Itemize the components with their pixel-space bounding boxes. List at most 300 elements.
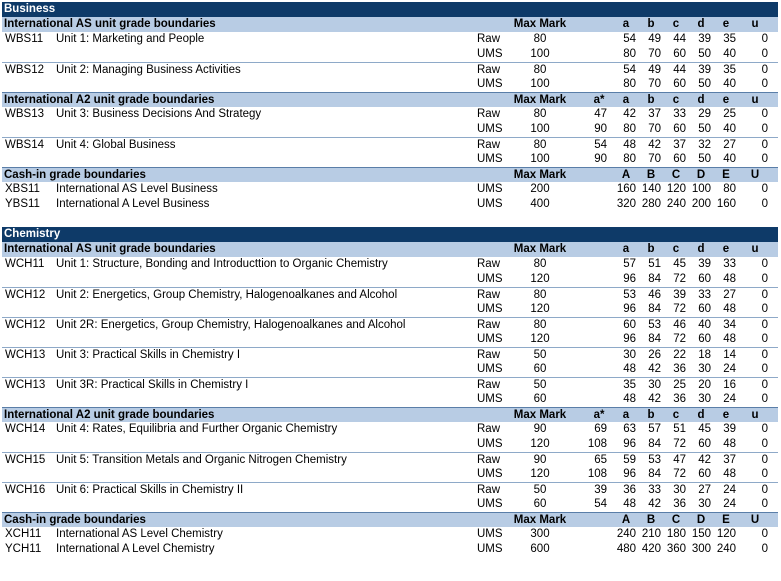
- section-header: [2, 167, 778, 182]
- table-row: [2, 287, 778, 302]
- max-mark: 50: [533, 484, 547, 496]
- unit-name: Unit 5: Transition Metals and Organic Nitrogen Chemistry: [56, 454, 347, 466]
- grade-column-header: E: [722, 169, 730, 181]
- grade-boundary-value: 30: [623, 349, 636, 361]
- grade-boundary-value: 30: [698, 363, 711, 375]
- grade-column-header: d: [697, 18, 705, 30]
- unit-name: Unit 1: Marketing and People: [56, 33, 205, 45]
- grade-column-header: D: [696, 169, 706, 181]
- grade-column-header: c: [672, 94, 680, 106]
- grade-boundary-value: 0: [761, 139, 768, 151]
- grade-boundary-value: 40: [723, 153, 736, 165]
- grade-boundary-value: 70: [648, 78, 661, 90]
- grade-boundary-value: 60: [698, 273, 711, 285]
- unit-code: WCH12: [5, 319, 46, 331]
- table-row: [2, 347, 778, 362]
- grade-boundary-value: 0: [761, 438, 768, 450]
- grade-boundary-value: 72: [673, 273, 686, 285]
- max-mark: 50: [533, 379, 547, 391]
- unit-name: Unit 2: Managing Business Activities: [56, 64, 241, 76]
- max-mark: 80: [533, 64, 547, 76]
- unit-code: WBS14: [5, 139, 44, 151]
- max-mark-header: Max Mark: [513, 409, 567, 421]
- max-mark: 120: [530, 333, 550, 345]
- mark-type: UMS: [477, 528, 503, 540]
- grade-column-header: e: [722, 94, 730, 106]
- grade-boundary-value: 24: [723, 484, 736, 496]
- subject-title: Chemistry: [4, 228, 61, 240]
- max-mark: 80: [533, 139, 547, 151]
- grade-boundary-value: 80: [623, 153, 636, 165]
- grade-column-header: a*: [593, 94, 605, 106]
- grade-boundary-value: 96: [623, 273, 636, 285]
- mark-type: UMS: [477, 198, 503, 210]
- mark-type: UMS: [477, 333, 503, 345]
- grade-boundary-value: 49: [648, 33, 661, 45]
- max-mark: 200: [530, 183, 550, 195]
- grade-column-header: u: [751, 243, 759, 255]
- grade-boundary-value: 27: [698, 484, 711, 496]
- grade-boundary-value: 22: [673, 349, 686, 361]
- grade-boundary-value: 35: [623, 379, 636, 391]
- grade-boundary-value: 47: [673, 454, 686, 466]
- grade-boundary-value: 90: [594, 123, 607, 135]
- grade-boundary-value: 120: [716, 528, 736, 540]
- mark-type: Raw: [477, 349, 501, 361]
- max-mark: 600: [530, 543, 550, 555]
- grade-boundary-value: 53: [648, 454, 661, 466]
- mark-type: Raw: [477, 108, 501, 120]
- grade-boundary-value: 48: [623, 393, 636, 405]
- grade-column-header: c: [672, 243, 680, 255]
- grade-boundary-value: 40: [698, 319, 711, 331]
- grade-boundary-value: 96: [623, 468, 636, 480]
- grade-boundary-value: 33: [723, 258, 736, 270]
- table-row: [2, 422, 778, 437]
- table-row: [2, 152, 778, 167]
- table-row: [2, 467, 778, 482]
- grade-boundary-value: 54: [594, 498, 607, 510]
- grade-boundary-value: 44: [673, 33, 686, 45]
- section-header: [2, 407, 778, 422]
- grade-boundary-value: 44: [673, 64, 686, 76]
- unit-name: Unit 3: Practical Skills in Chemistry I: [56, 349, 241, 361]
- unit-code: WCH14: [5, 423, 46, 435]
- max-mark: 120: [530, 468, 550, 480]
- table-row: [2, 437, 778, 452]
- unit-name: Unit 6: Practical Skills in Chemistry II: [56, 484, 244, 496]
- grade-column-header: u: [751, 94, 759, 106]
- table-row: [2, 272, 778, 287]
- grade-column-header: C: [671, 514, 681, 526]
- grade-column-header: d: [697, 94, 705, 106]
- grade-column-header: d: [697, 409, 705, 421]
- grade-boundary-value: 16: [723, 379, 736, 391]
- grade-boundary-value: 0: [761, 319, 768, 331]
- mark-type: Raw: [477, 484, 501, 496]
- grade-column-header: A: [621, 514, 631, 526]
- grade-boundary-value: 108: [587, 438, 607, 450]
- max-mark: 80: [533, 108, 547, 120]
- grade-boundary-value: 160: [716, 198, 736, 210]
- grade-boundary-value: 0: [761, 198, 768, 210]
- grade-column-header: B: [646, 169, 656, 181]
- grade-boundary-value: 0: [761, 393, 768, 405]
- grade-boundary-value: 48: [723, 438, 736, 450]
- grade-boundary-value: 0: [761, 498, 768, 510]
- table-row: [2, 317, 778, 332]
- max-mark-header: Max Mark: [513, 243, 567, 255]
- grade-boundary-value: 0: [761, 108, 768, 120]
- grade-boundary-value: 40: [723, 48, 736, 60]
- section-header: [2, 92, 778, 107]
- grade-boundary-value: 40: [723, 123, 736, 135]
- subject-header: [2, 227, 778, 242]
- grade-boundary-value: 80: [623, 48, 636, 60]
- grade-boundary-value: 54: [623, 33, 636, 45]
- grade-boundary-value: 39: [723, 423, 736, 435]
- grade-column-header: b: [647, 243, 655, 255]
- grade-column-header: u: [751, 18, 759, 30]
- grade-boundary-value: 48: [623, 498, 636, 510]
- grade-boundary-value: 60: [673, 153, 686, 165]
- grade-column-header: u: [751, 409, 759, 421]
- unit-name: Unit 4: Global Business: [56, 139, 176, 151]
- max-mark-header: Max Mark: [513, 169, 567, 181]
- table-row: [2, 47, 778, 62]
- table-row: [2, 122, 778, 137]
- unit-code: WBS11: [5, 33, 44, 45]
- grade-boundary-value: 84: [648, 333, 661, 345]
- table-row: [2, 392, 778, 407]
- grade-boundary-value: 0: [761, 78, 768, 90]
- grade-boundary-value: 0: [761, 33, 768, 45]
- section-heading: International AS unit grade boundaries: [4, 243, 216, 255]
- table-row: [2, 497, 778, 512]
- unit-code: WCH13: [5, 379, 46, 391]
- max-mark: 120: [530, 273, 550, 285]
- mark-type: UMS: [477, 393, 503, 405]
- qualification-name: International AS Level Chemistry: [56, 528, 223, 540]
- unit-name: Unit 4: Rates, Equilibria and Further Organic Chemistry: [56, 423, 338, 435]
- grade-boundary-value: 0: [761, 303, 768, 315]
- max-mark: 60: [533, 498, 547, 510]
- grade-boundary-value: 0: [761, 153, 768, 165]
- mark-type: Raw: [477, 139, 501, 151]
- grade-boundary-value: 57: [623, 258, 636, 270]
- grade-boundary-value: 0: [761, 528, 768, 540]
- grade-boundary-value: 60: [698, 468, 711, 480]
- unit-code: WCH16: [5, 484, 46, 496]
- grade-boundary-value: 18: [698, 349, 711, 361]
- grade-boundary-value: 0: [761, 349, 768, 361]
- grade-boundary-value: 0: [761, 423, 768, 435]
- mark-type: Raw: [477, 379, 501, 391]
- grade-boundary-value: 240: [716, 543, 736, 555]
- table-row: [2, 377, 778, 392]
- mark-type: UMS: [477, 123, 503, 135]
- mark-type: UMS: [477, 498, 503, 510]
- mark-type: Raw: [477, 33, 501, 45]
- grade-boundary-value: 180: [666, 528, 686, 540]
- grade-boundary-value: 84: [648, 273, 661, 285]
- grade-boundary-value: 39: [698, 33, 711, 45]
- mark-type: UMS: [477, 183, 503, 195]
- grade-boundary-value: 37: [673, 139, 686, 151]
- max-mark: 300: [530, 528, 550, 540]
- max-mark: 120: [530, 438, 550, 450]
- table-row: [2, 32, 778, 47]
- grade-boundary-value: 59: [623, 454, 636, 466]
- grade-boundary-value: 60: [673, 78, 686, 90]
- grade-boundary-value: 27: [723, 289, 736, 301]
- grade-boundary-value: 54: [594, 139, 607, 151]
- grade-boundary-value: 46: [673, 319, 686, 331]
- table-row: [2, 197, 778, 212]
- max-mark: 80: [533, 319, 547, 331]
- max-mark: 400: [530, 198, 550, 210]
- grade-column-header: D: [696, 514, 706, 526]
- grade-boundary-value: 37: [723, 454, 736, 466]
- max-mark: 50: [533, 349, 547, 361]
- mark-type: Raw: [477, 258, 501, 270]
- grade-boundary-value: 51: [673, 423, 686, 435]
- qualification-name: International A Level Business: [56, 198, 210, 210]
- qualification-code: XBS11: [5, 183, 40, 195]
- grade-boundary-value: 50: [698, 48, 711, 60]
- grade-boundary-value: 90: [594, 153, 607, 165]
- grade-boundary-value: 72: [673, 333, 686, 345]
- mark-type: UMS: [477, 468, 503, 480]
- grade-boundary-value: 33: [698, 289, 711, 301]
- grade-boundary-value: 0: [761, 468, 768, 480]
- grade-boundary-value: 60: [673, 48, 686, 60]
- grade-column-header: C: [671, 169, 681, 181]
- qualification-code: YCH11: [5, 543, 42, 555]
- max-mark: 100: [530, 48, 550, 60]
- grade-boundary-value: 49: [648, 64, 661, 76]
- max-mark: 100: [530, 123, 550, 135]
- unit-code: WCH11: [5, 258, 45, 270]
- grade-boundary-value: 30: [698, 498, 711, 510]
- grade-boundary-value: 70: [648, 48, 661, 60]
- grade-boundary-value: 280: [641, 198, 661, 210]
- grade-boundary-value: 29: [698, 108, 711, 120]
- grade-boundary-value: 96: [623, 333, 636, 345]
- grade-boundary-value: 24: [723, 393, 736, 405]
- mark-type: Raw: [477, 423, 501, 435]
- grade-column-header: b: [647, 409, 655, 421]
- grade-boundary-value: 140: [641, 183, 661, 195]
- grade-boundary-value: 360: [666, 543, 686, 555]
- max-mark: 80: [533, 258, 547, 270]
- grade-boundary-value: 60: [698, 303, 711, 315]
- grade-boundary-value: 320: [616, 198, 636, 210]
- grade-boundary-value: 80: [623, 123, 636, 135]
- grade-boundary-value: 240: [616, 528, 636, 540]
- section-header: [2, 512, 778, 527]
- unit-name: Unit 1: Structure, Bonding and Introducttion to Organic Chemistry: [56, 258, 388, 270]
- table-row: [2, 542, 778, 557]
- grade-boundary-value: 0: [761, 484, 768, 496]
- section-heading: International A2 unit grade boundaries: [4, 409, 215, 421]
- grade-boundary-value: 36: [673, 393, 686, 405]
- table-row: [2, 302, 778, 317]
- grade-column-header: a: [622, 94, 630, 106]
- grade-boundary-value: 45: [673, 258, 686, 270]
- grade-boundary-value: 150: [691, 528, 711, 540]
- grade-column-header: a: [622, 243, 630, 255]
- mark-type: UMS: [477, 78, 503, 90]
- grade-column-header: a: [622, 18, 630, 30]
- grade-boundary-value: 36: [673, 363, 686, 375]
- grade-boundary-value: 0: [761, 123, 768, 135]
- table-row: [2, 257, 778, 272]
- grade-boundary-value: 210: [641, 528, 661, 540]
- mark-type: UMS: [477, 303, 503, 315]
- grade-column-header: E: [722, 514, 730, 526]
- grade-boundaries-document: [2, 2, 778, 557]
- grade-boundary-value: 72: [673, 438, 686, 450]
- grade-boundary-value: 24: [723, 498, 736, 510]
- grade-boundary-value: 30: [673, 484, 686, 496]
- grade-column-header: B: [646, 514, 656, 526]
- qualification-name: International AS Level Business: [56, 183, 218, 195]
- grade-boundary-value: 70: [648, 123, 661, 135]
- grade-boundary-value: 0: [761, 183, 768, 195]
- grade-boundary-value: 37: [648, 108, 661, 120]
- grade-boundary-value: 48: [623, 139, 636, 151]
- max-mark: 90: [533, 423, 547, 435]
- grade-boundary-value: 53: [648, 319, 661, 331]
- grade-boundary-value: 60: [673, 123, 686, 135]
- max-mark: 100: [530, 78, 550, 90]
- grade-column-header: c: [672, 409, 680, 421]
- grade-boundary-value: 0: [761, 48, 768, 60]
- section-heading: Cash-in grade boundaries: [4, 514, 146, 526]
- grade-boundary-value: 0: [761, 543, 768, 555]
- grade-boundary-value: 60: [698, 333, 711, 345]
- grade-boundary-value: 27: [723, 139, 736, 151]
- grade-boundary-value: 0: [761, 379, 768, 391]
- grade-boundary-value: 84: [648, 468, 661, 480]
- mark-type: UMS: [477, 153, 503, 165]
- qualification-code: YBS11: [5, 198, 40, 210]
- grade-boundary-value: 0: [761, 273, 768, 285]
- max-mark: 60: [533, 363, 547, 375]
- grade-boundary-value: 30: [648, 379, 661, 391]
- unit-code: WCH13: [5, 349, 46, 361]
- table-row: [2, 452, 778, 467]
- grade-boundary-value: 30: [698, 393, 711, 405]
- grade-boundary-value: 20: [698, 379, 711, 391]
- grade-boundary-value: 63: [623, 423, 636, 435]
- table-row: [2, 62, 778, 77]
- grade-boundary-value: 0: [761, 363, 768, 375]
- grade-boundary-value: 53: [623, 289, 636, 301]
- grade-boundary-value: 160: [616, 183, 636, 195]
- qualification-code: XCH11: [5, 528, 42, 540]
- grade-boundary-value: 46: [648, 289, 661, 301]
- grade-boundary-value: 48: [723, 273, 736, 285]
- grade-boundary-value: 36: [673, 498, 686, 510]
- grade-boundary-value: 84: [648, 438, 661, 450]
- section-heading: International AS unit grade boundaries: [4, 18, 216, 30]
- unit-code: WBS12: [5, 64, 44, 76]
- max-mark: 80: [533, 33, 547, 45]
- mark-type: UMS: [477, 438, 503, 450]
- grade-boundary-value: 42: [698, 454, 711, 466]
- grade-boundary-value: 26: [648, 349, 661, 361]
- grade-boundary-value: 96: [623, 303, 636, 315]
- grade-boundary-value: 0: [761, 64, 768, 76]
- grade-boundary-value: 60: [698, 438, 711, 450]
- section-header: [2, 17, 778, 32]
- max-mark: 120: [530, 303, 550, 315]
- grade-boundary-value: 480: [616, 543, 636, 555]
- unit-code: WCH15: [5, 454, 46, 466]
- max-mark: 60: [533, 393, 547, 405]
- grade-boundary-value: 42: [648, 498, 661, 510]
- grade-boundary-value: 24: [723, 363, 736, 375]
- grade-boundary-value: 80: [723, 183, 736, 195]
- grade-boundary-value: 100: [691, 183, 711, 195]
- grade-column-header: a*: [593, 409, 605, 421]
- grade-boundary-value: 240: [666, 198, 686, 210]
- grade-boundary-value: 40: [723, 78, 736, 90]
- grade-boundary-value: 14: [723, 349, 736, 361]
- mark-type: Raw: [477, 454, 501, 466]
- max-mark: 90: [533, 454, 547, 466]
- grade-boundary-value: 54: [623, 64, 636, 76]
- unit-name: Unit 2: Energetics, Group Chemistry, Halogenoalkanes and Alcohol: [56, 289, 398, 301]
- grade-boundary-value: 42: [623, 108, 636, 120]
- grade-boundary-value: 36: [623, 484, 636, 496]
- grade-boundary-value: 72: [673, 468, 686, 480]
- grade-boundary-value: 51: [648, 258, 661, 270]
- grade-boundary-value: 48: [723, 468, 736, 480]
- grade-column-header: A: [621, 169, 631, 181]
- subject-spacer: [2, 212, 778, 227]
- table-row: [2, 527, 778, 542]
- table-row: [2, 182, 778, 197]
- grade-boundary-value: 0: [761, 333, 768, 345]
- grade-boundary-value: 33: [673, 108, 686, 120]
- grade-boundary-value: 60: [623, 319, 636, 331]
- table-row: [2, 332, 778, 347]
- max-mark: 100: [530, 153, 550, 165]
- table-row: [2, 482, 778, 497]
- grade-column-header: b: [647, 18, 655, 30]
- grade-boundary-value: 48: [723, 303, 736, 315]
- mark-type: Raw: [477, 289, 501, 301]
- mark-type: Raw: [477, 319, 501, 331]
- grade-boundary-value: 50: [698, 153, 711, 165]
- grade-boundary-value: 39: [698, 258, 711, 270]
- grade-boundary-value: 420: [641, 543, 661, 555]
- grade-boundary-value: 80: [623, 78, 636, 90]
- grade-boundary-value: 33: [648, 484, 661, 496]
- mark-type: Raw: [477, 64, 501, 76]
- grade-boundary-value: 25: [673, 379, 686, 391]
- grade-boundary-value: 0: [761, 454, 768, 466]
- grade-boundary-value: 84: [648, 303, 661, 315]
- grade-column-header: a: [622, 409, 630, 421]
- grade-boundary-value: 34: [723, 319, 736, 331]
- grade-boundary-value: 0: [761, 258, 768, 270]
- qualification-name: International A Level Chemistry: [56, 543, 215, 555]
- grade-boundary-value: 32: [698, 139, 711, 151]
